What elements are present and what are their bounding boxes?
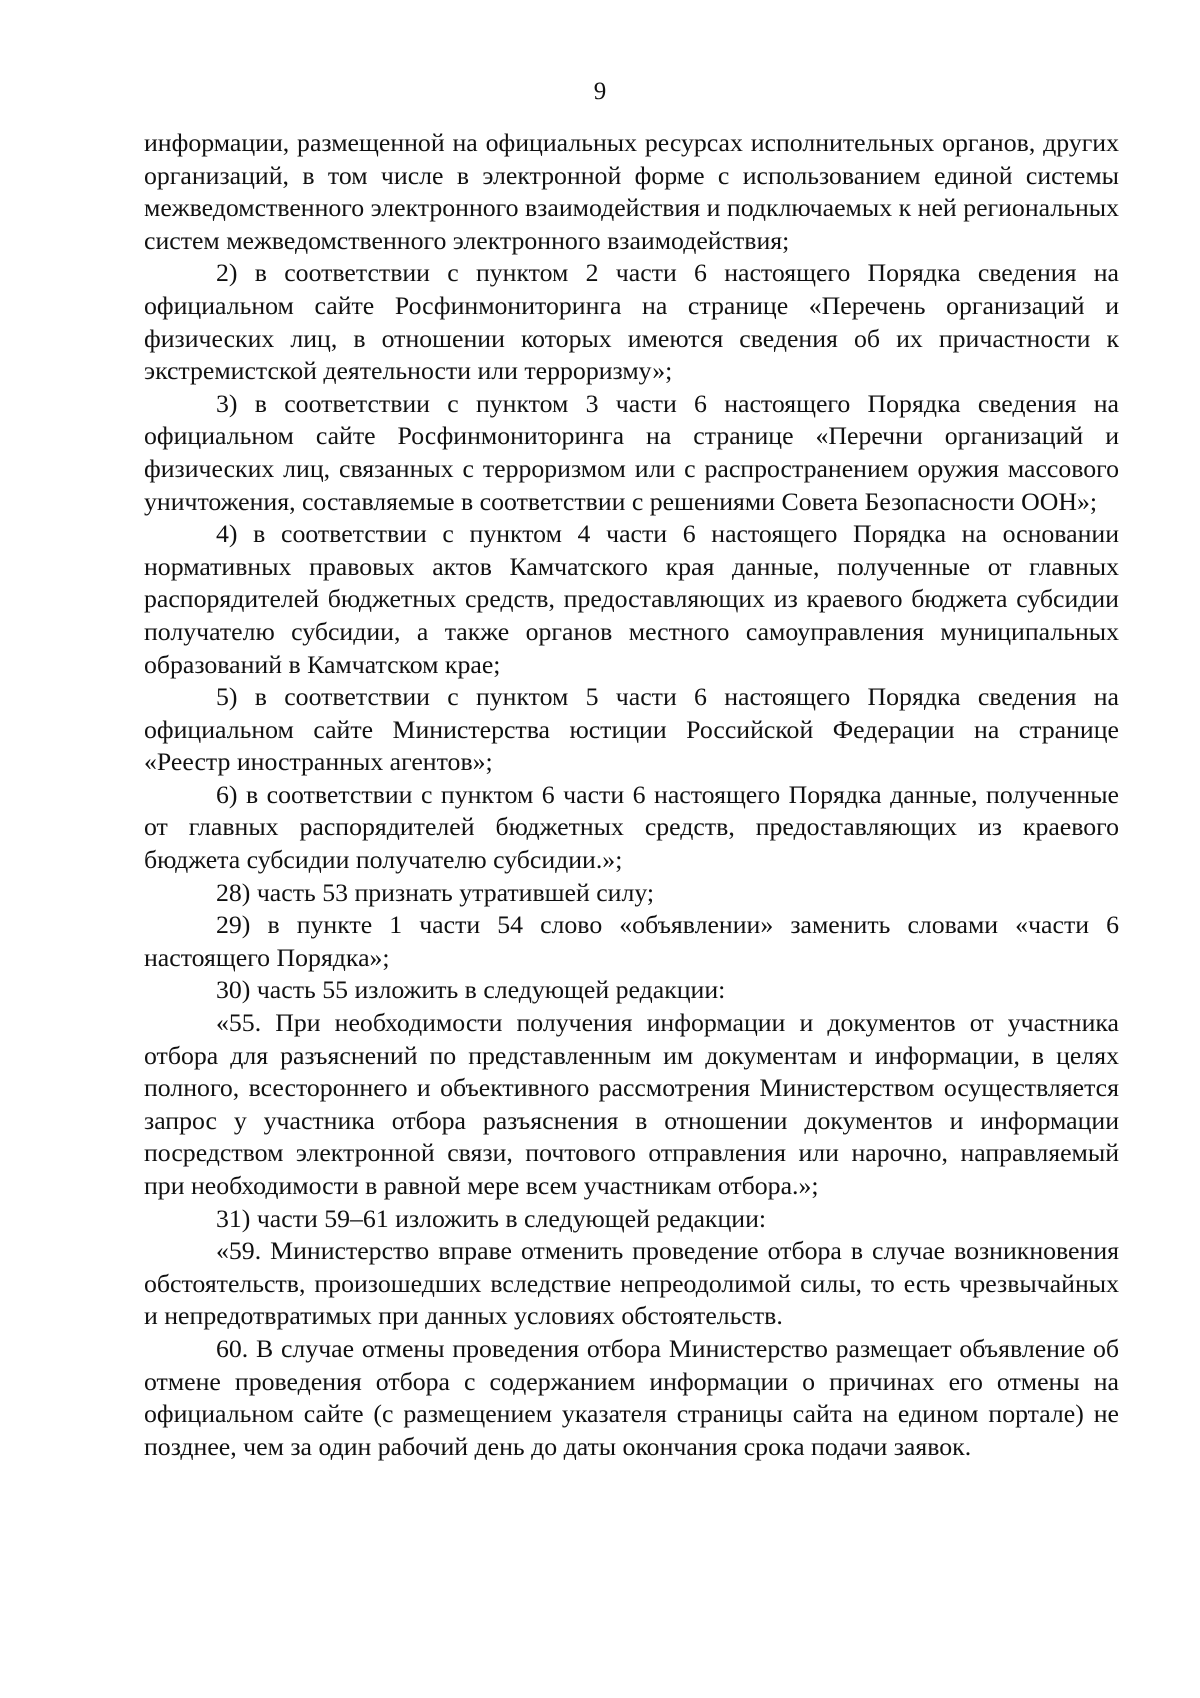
paragraph-item-4: 4) в соответствии с пунктом 4 части 6 настоящего Порядка на основании нормативных правовых актов Камчатского края данные, полученные от главных распорядителей бюджетных средств, предоставляющих из краевого бюджета субсидии получателю субсидии, а также органов местного самоуправления муниципальных образований в Камчатском крае; bbox=[144, 519, 1119, 679]
paragraph-item-30: 30) часть 55 изложить в следующей редакции: bbox=[216, 975, 726, 1005]
paragraph-clause-55: «55. При необходимости получения информации и документов от участника отбора для разъяснений по представленным им документам и информации, в целях полного, всестороннего и объективного рассмотрения Министерством осуществляется запрос у участника отбора разъяснения в отношении документов и информации посредством электронной связи, почтового отправления или нарочно, направляемый при необходимости в равной мере всем участникам отбора.»; bbox=[144, 1008, 1119, 1200]
paragraph-item-6: 6) в соответствии с пунктом 6 части 6 настоящего Порядка данные, полученные от главных распорядителей бюджетных средств, предоставляющих из краевого бюджета субсидии получателю субсидии.»; bbox=[144, 779, 1119, 875]
document-body bbox=[144, 127, 1119, 1463]
paragraph-item-3: 3) в соответствии с пунктом 3 части 6 настоящего Порядка сведения на официальном сайте Росфинмониторинга на странице «Перечни организаций и физических лиц, связанных с терроризмом или с распространением оружия массового уничтожения, составляемые в соответствии с решениями Совета Безопасности ООН»; bbox=[144, 388, 1119, 516]
page-number: 9 bbox=[593, 78, 607, 105]
paragraph-continuation: информации, размещенной на официальных ресурсах исполнительных органов, других организаций, в том числе в электронной форме с использованием единой системы межведомственного электронного взаимодействия и подключаемых к ней региональных систем межведомственного электронного взаимодействия; bbox=[144, 128, 1119, 255]
paragraph-item-2: 2) в соответствии с пунктом 2 части 6 настоящего Порядка сведения на официальном сайте Росфинмониторинга на странице «Перечень организаций и физических лиц, в отношении которых имеются сведения об их причастности к экстремистской деятельности или терроризму»; bbox=[144, 258, 1119, 386]
paragraph-item-5: 5) в соответствии с пунктом 5 части 6 настоящего Порядка сведения на официальном сайте Министерства юстиции Российской Федерации на странице «Реестр иностранных агентов»; bbox=[144, 682, 1119, 777]
paragraph-clause-60: 60. В случае отмены проведения отбора Министерство размещает объявление об отмене проведения отбора с содержанием информации о причинах его отмены на официальном сайте (с размещением указателя страницы сайта на едином портале) не позднее, чем за один рабочий день до даты окончания срока подачи заявок. bbox=[144, 1333, 1119, 1461]
paragraph-item-31: 31) части 59–61 изложить в следующей редакции: bbox=[216, 1203, 767, 1233]
paragraph-item-28: 28) часть 53 признать утратившей силу; bbox=[216, 877, 655, 907]
paragraph-item-29: 29) в пункте 1 части 54 слово «объявлении» заменить словами «части 6 настоящего Порядка»; bbox=[144, 910, 1119, 972]
paragraph-clause-59: «59. Министерство вправе отменить проведение отбора в случае возникновения обстоятельств, произошедших вследствие непреодолимой силы, то есть чрезвычайных и непредотвратимых при данных условиях обстоятельств. bbox=[144, 1236, 1119, 1331]
